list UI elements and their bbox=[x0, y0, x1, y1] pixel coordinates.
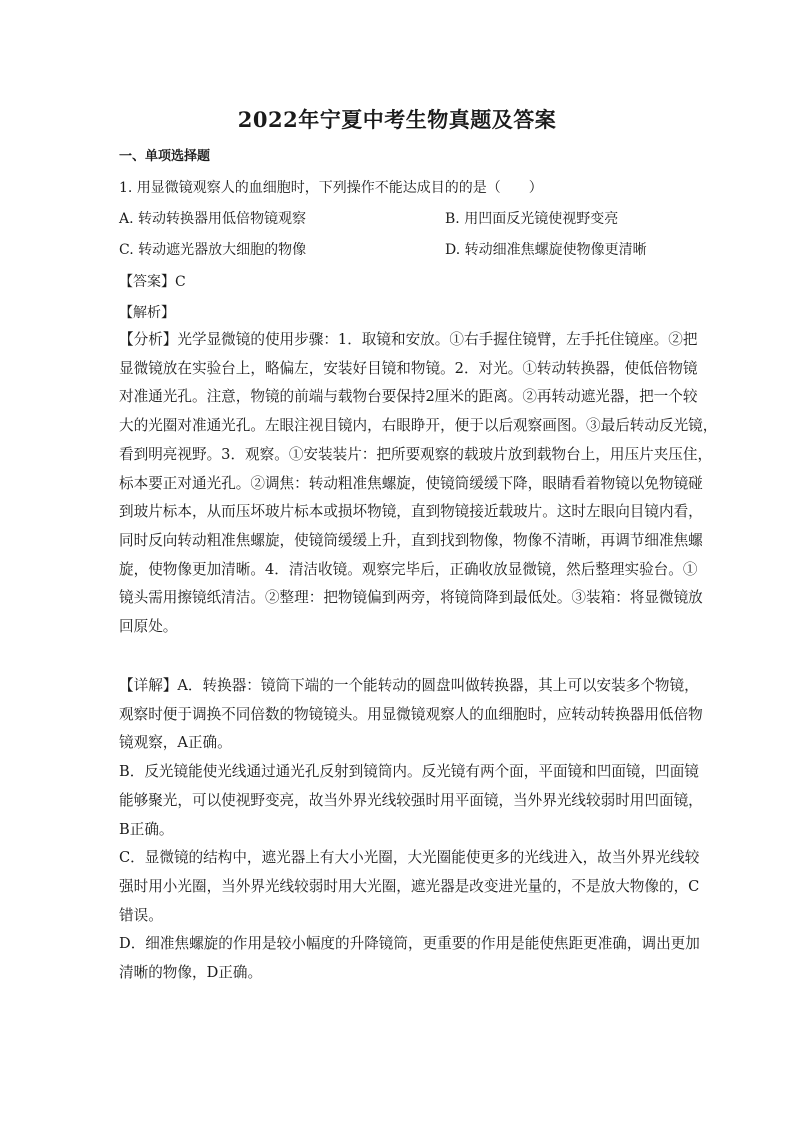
analysis-line: 显微镜放在实验台上，略偏左，安装好目镜和物镜。2．对光。①转动转换器，使低倍物镜 bbox=[119, 359, 698, 377]
detail-line: 镜观察，A正确。 bbox=[119, 734, 232, 752]
option-b: B. 用凹面反光镜使视野变亮 bbox=[445, 211, 619, 227]
detail-line: 错误。 bbox=[119, 906, 163, 924]
section-heading: 一、单项选择题 bbox=[119, 149, 211, 164]
detail-line: 能够聚光，可以使视野变亮，故当外界光线较强时用平面镜，当外界光线较弱时用凹面镜， bbox=[119, 791, 703, 809]
analysis-line: 对准通光孔。注意，物镜的前端与载物台要保持2厘米的距离。②再转动遮光器，把一个较 bbox=[119, 388, 698, 406]
option-a: A. 转动转换器用低倍物镜观察 bbox=[119, 211, 307, 227]
detail-line: 清晰的物像，D正确。 bbox=[119, 964, 263, 982]
detail-line: 【详解】A．转换器：镜筒下端的一个能转动的圆盘叫做转换器，其上可以安装多个物镜， bbox=[119, 677, 699, 694]
analysis-line: 【分析】光学显微镜的使用步骤：1．取镜和安放。①右手握住镜臂，左手托住镜座。②把 bbox=[119, 331, 698, 348]
analysis-line: 镜头需用擦镜纸清洁。②整理：把物镜偏到两旁，将镜筒降到最低处。③装箱：将显微镜放 bbox=[119, 589, 703, 607]
analysis-line: 标本要正对通光孔。②调焦：转动粗准焦螺旋，使镜筒缓缓下降，眼睛看着物镜以免物镜碰 bbox=[119, 474, 703, 492]
option-d: D. 转动细准焦螺旋使物像更清晰 bbox=[445, 242, 647, 258]
analysis-paragraph bbox=[119, 326, 718, 642]
analysis-line: 旋，使物像更加清晰。4．清洁收镜。观察完毕后，正确收放显微镜，然后整理实验台。① bbox=[119, 560, 698, 578]
detail-line: B正确。 bbox=[119, 820, 174, 838]
analysis-line: 同时反向转动粗准焦螺旋，使镜筒缓缓上升，直到找到物像，物像不清晰，再调节细准焦螺 bbox=[119, 531, 703, 549]
page-title: 2022年宁夏中考生物真题及答案 bbox=[237, 107, 557, 132]
detail-line: 强时用小光圈，当外界光线较弱时用大光圈，遮光器是改变进光量的，不是放大物像的，C bbox=[119, 877, 700, 895]
option-c: C. 转动遮光器放大细胞的物像 bbox=[119, 242, 307, 258]
detail-line: B．反光镜能使光线通过通光孔反射到镜筒内。反光镜有两个面，平面镜和凹面镜，凹面镜 bbox=[119, 763, 699, 781]
analysis-label: 【解析】 bbox=[119, 305, 175, 321]
analysis-line: 看到明亮视野。3．观察。①安装装片：把所要观察的载玻片放到载物台上，用压片夹压住， bbox=[119, 445, 713, 463]
analysis-line: 大的光圈对准通光孔。左眼注视目镜内，右眼睁开，便于以后观察画图。③最后转动反光镜， bbox=[119, 417, 718, 435]
question-text: 1. 用显微镜观察人的血细胞时，下列操作不能达成目的的是（ ） bbox=[119, 180, 543, 196]
detail-paragraph bbox=[119, 672, 703, 988]
analysis-line: 到玻片标本，从而压坏玻片标本或损坏物镜，直到物镜接近载玻片。这时左眼向目镜内看， bbox=[119, 503, 703, 521]
detail-line: 观察时便于调换不同倍数的物镜镜头。用显微镜观察人的血细胞时，应转动转换器用低倍物 bbox=[119, 705, 703, 723]
detail-line: C．显微镜的结构中，遮光器上有大小光圈，大光圈能使更多的光线进入，故当外界光线较 bbox=[119, 849, 700, 867]
detail-line: D．细准焦螺旋的作用是较小幅度的升降镜筒，更重要的作用是能使焦距更准确，调出更加 bbox=[119, 935, 700, 953]
analysis-line: 回原处。 bbox=[119, 618, 178, 636]
answer-label: 【答案】C bbox=[119, 274, 186, 290]
